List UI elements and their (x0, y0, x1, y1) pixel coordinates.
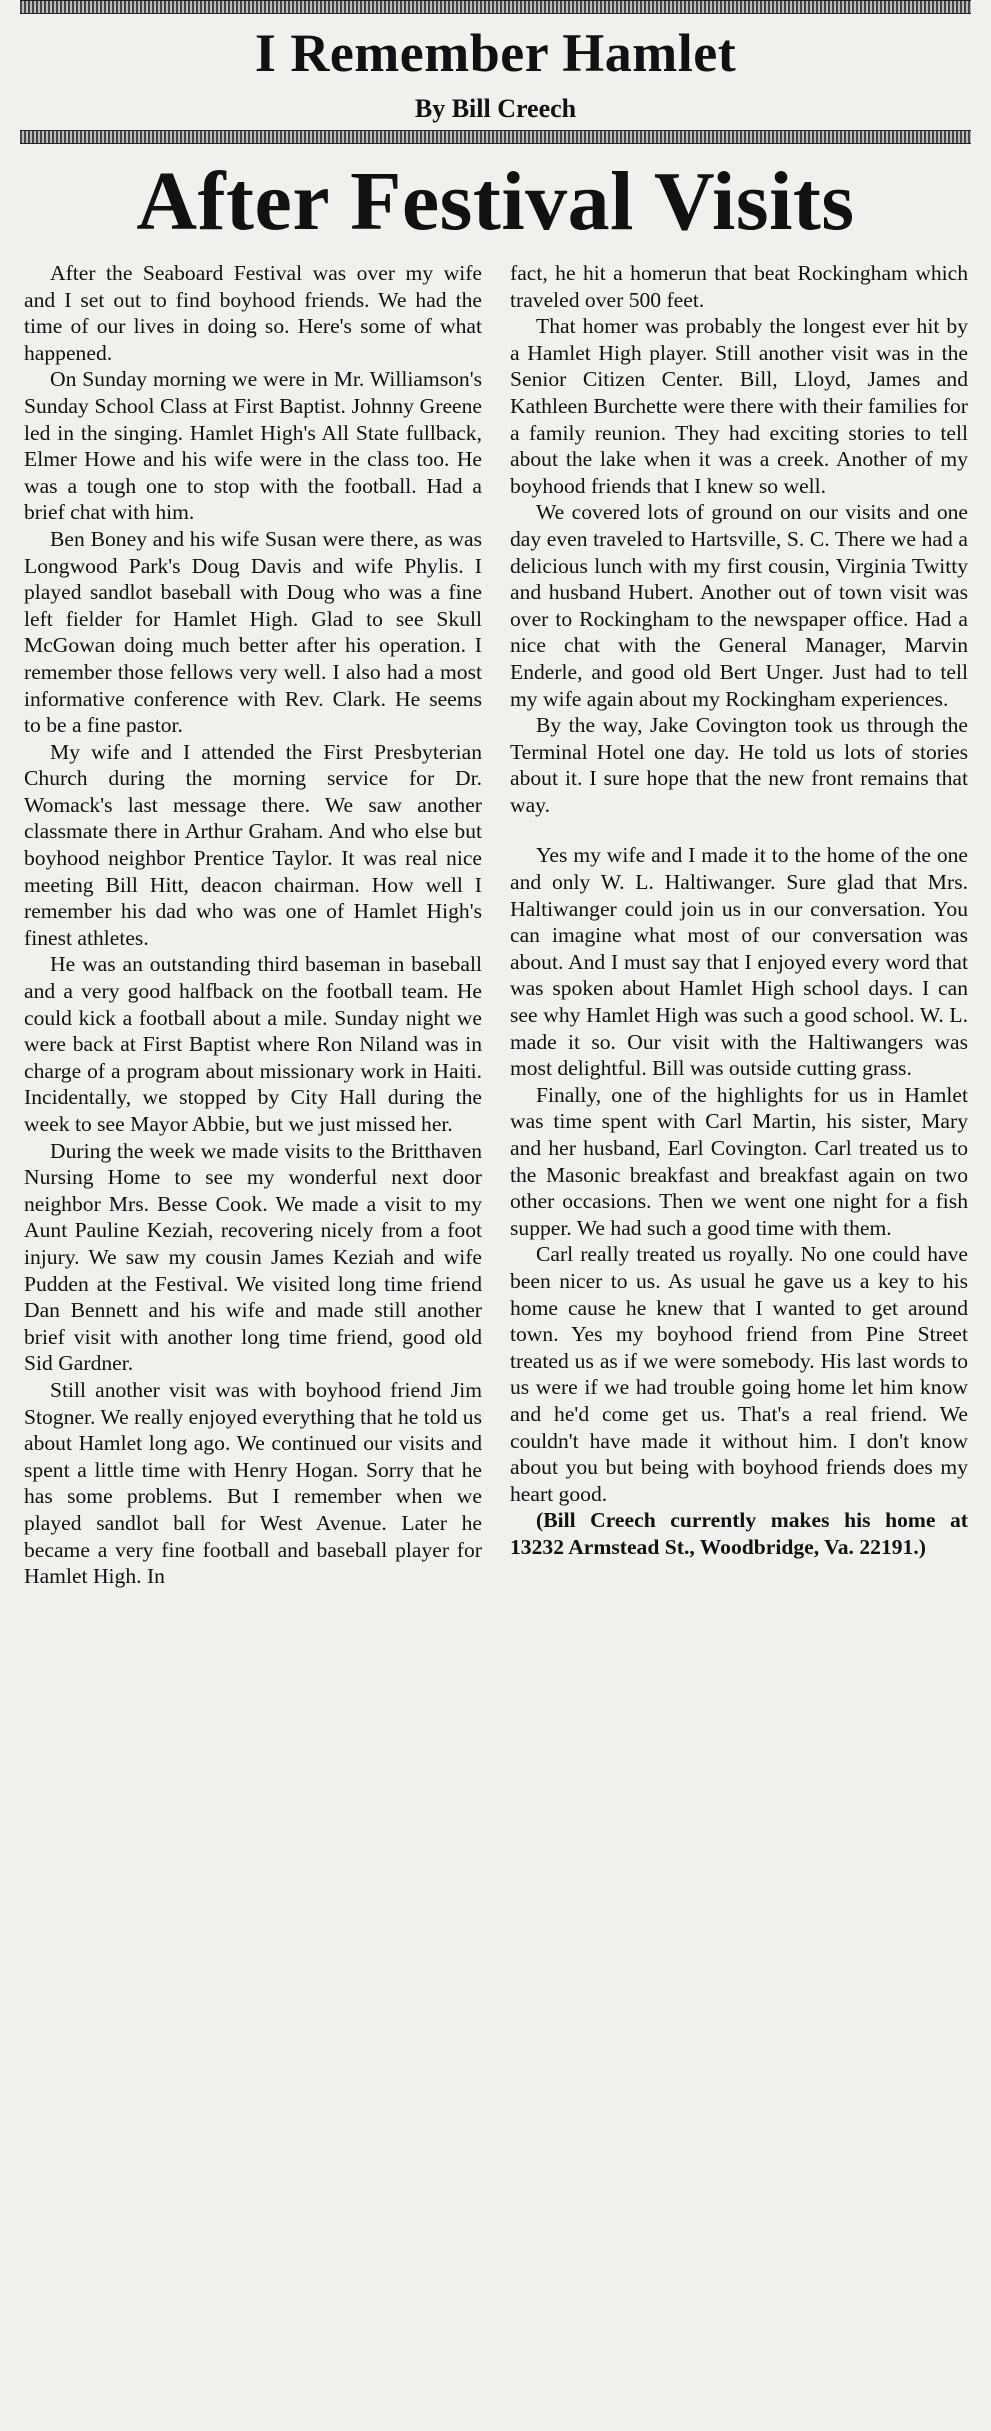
author-note: (Bill Creech currently makes his home at 13232 Armstead St., Woodbridge, Va. 22191.) (510, 1508, 968, 1559)
header-decorative-rule (20, 130, 971, 144)
paragraph: He was an outstanding third baseman in baseball and a very good halfback on the football team. He could kick a football about a mile. Sunday night we were back at First Baptist where Ron Niland was in charge of a program about missionary work in Haiti. Incidentally, we stopped by City Hall during the week to see Mayor Abbie, but we just missed her. (24, 952, 482, 1136)
column-title: I Remember Hamlet (254, 23, 737, 83)
paragraph: On Sunday morning we were in Mr. Williamson's Sunday School Class at First Baptist. Johnny Greene led in the singing. Hamlet High's All State fullback, Elmer Howe and his wife were in the class too. He was a tough one to stop with the football. Had a brief chat with him. (24, 367, 482, 525)
paragraph: That homer was probably the longest ever hit by a Hamlet High player. Still another visit was in the Senior Citizen Center. Bill, Lloyd, James and Kathleen Burchette were there with their families for a family reunion. They had exciting stories to tell about the lake when it was a creek. Another of my boyhood friends that I knew so well. (510, 314, 968, 498)
paragraph: fact, he hit a homerun that beat Rockingham which traveled over 500 feet. (510, 261, 968, 312)
byline: By Bill Creech (414, 94, 577, 123)
paragraph: We covered lots of ground on our visits and one day even traveled to Hartsville, S. C. There we had a delicious lunch with my first cousin, Virginia Twitty and husband Hubert. Another out of town visit was over to Rockingham to the newspaper office. Had a nice chat with the General Manager, Marvin Enderle, and good old Bert Unger. Just had to tell my wife again about my Rockingham experiences. (510, 500, 968, 711)
paragraph: By the way, Jake Covington took us through the Terminal Hotel one day. He told us lots of stories about it. I sure hope that the new front remains that way. (510, 713, 968, 817)
top-decorative-rule (20, 0, 971, 14)
paragraph: Yes my wife and I made it to the home of the one and only W. L. Haltiwanger. Sure glad that Mrs. Haltiwanger could join us in our conversation. You can imagine what most of our conversation was about. And I must say that I enjoyed every word that was spoken about Hamlet High school days. I can see why Hamlet High was such a good school. W. L. made it so. Our visit with the Haltiwangers was most delightful. Bill was outside cutting grass. (510, 843, 968, 1081)
paragraph: Ben Boney and his wife Susan were there, as was Longwood Park's Doug Davis and wife Phylis. I played sandlot baseball with Doug who was a fine left fielder for Hamlet High. Glad to see Skull McGowan doing much better after his operation. I remember those fellows very well. I also had a most informative conference with Rev. Clark. He seems to be a fine pastor. (24, 526, 482, 738)
paragraph: Still another visit was with boyhood friend Jim Stogner. We really enjoyed everything that he told us about Hamlet long ago. We continued our visits and spent a little time with Henry Hogan. Sorry that he has some problems. But I remember when we played sandlot ball for West Avenue. Later he became a very fine football and baseball player for Hamlet High. In (24, 1377, 482, 1589)
right-column (510, 260, 968, 1561)
paragraph: Carl really treated us royally. No one could have been nicer to us. As usual he gave us a key to his home cause he knew that I wanted to get around town. Yes my boyhood friend from Pine Street treated us as if we were somebody. His last words to us were if we had trouble going home let him know and he'd come get us. That's a real friend. We couldn't have made it without him. I don't know about you but being with boyhood friends does my heart good. (510, 1242, 968, 1506)
paragraph: Finally, one of the highlights for us in Hamlet was time spent with Carl Martin, his sister, Mary and her husband, Earl Covington. Carl treated us to the Masonic breakfast and breakfast again on two other occasions. Then we went one night for a fish supper. We had such a good time with them. (510, 1082, 968, 1240)
article-headline: After Festival Visits (136, 155, 855, 248)
paragraph: My wife and I attended the First Presbyterian Church during the morning service for Dr. Womack's last message there. We saw another classmate there in Arthur Graham. And who else but boyhood neighbor Prentice Taylor. It was real nice meeting Bill Hitt, deacon chairman. How well I remember his dad who was one of Hamlet High's finest athletes. (24, 739, 482, 950)
left-column (24, 260, 482, 1590)
paragraph: After the Seaboard Festival was over my wife and I set out to find boyhood friends. We had the time of our lives in doing so. Here's some of what happened. (24, 261, 482, 365)
paragraph: During the week we made visits to the Britthaven Nursing Home to see my wonderful next door neighbor Mrs. Besse Cook. We made a visit to my Aunt Pauline Keziah, recovering nicely from a foot injury. We saw my cousin James Keziah and wife Pudden at the Festival. We visited long time friend Dan Bennett and his wife and made still another brief visit with another long time friend, good old Sid Gardner. (24, 1138, 482, 1376)
